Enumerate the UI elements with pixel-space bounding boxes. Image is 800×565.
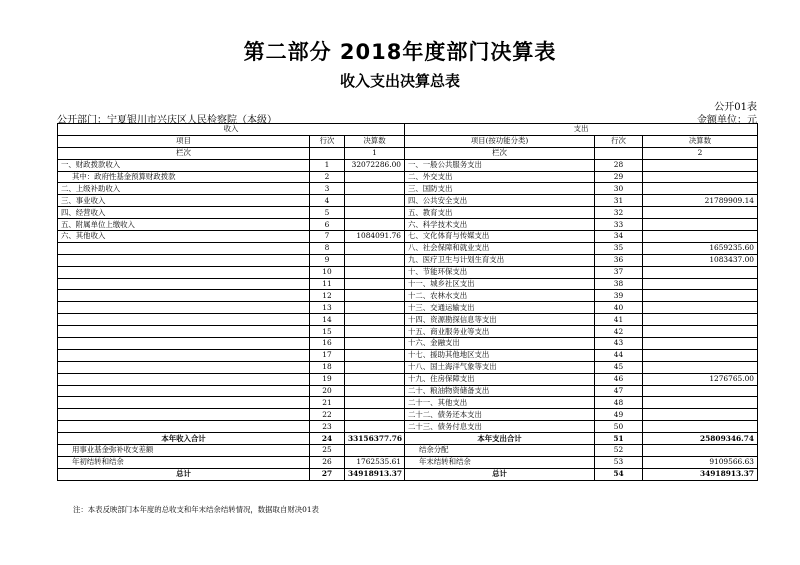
income-line-cell: 8 bbox=[310, 242, 345, 254]
income-item-cell bbox=[58, 242, 310, 254]
income-item-cell bbox=[58, 266, 310, 278]
expense-amount-cell bbox=[643, 421, 758, 433]
expense-line-header: 行次 bbox=[595, 135, 643, 147]
table-row bbox=[58, 171, 758, 183]
income-amount-cell bbox=[345, 183, 405, 195]
income-amount-cell bbox=[345, 195, 405, 207]
expense-line-cell: 49 bbox=[595, 409, 643, 421]
income-amount-cell bbox=[345, 338, 405, 350]
expense-item-cell: 五、教育支出 bbox=[405, 207, 595, 219]
expense-item-cell: 七、文化体育与传媒支出 bbox=[405, 231, 595, 243]
income-item-cell bbox=[58, 349, 310, 361]
income-line-cell: 22 bbox=[310, 409, 345, 421]
income-amount-cell bbox=[345, 421, 405, 433]
income-line-cell: 17 bbox=[310, 349, 345, 361]
income-line-cell: 26 bbox=[310, 456, 345, 468]
income-item-cell bbox=[58, 373, 310, 385]
expense-line-cell: 28 bbox=[595, 159, 643, 171]
income-item-cell bbox=[58, 385, 310, 397]
unit-label: 金额单位：元 bbox=[697, 115, 757, 126]
income-amount-cell bbox=[345, 373, 405, 385]
expense-line-cell: 53 bbox=[595, 456, 643, 468]
income-amount-cell bbox=[345, 278, 405, 290]
expense-item-cell: 结余分配 bbox=[405, 445, 595, 457]
income-amount-header: 决算数 bbox=[345, 135, 405, 147]
income-line-cell: 11 bbox=[310, 278, 345, 290]
income-item-cell: 本年收入合计 bbox=[58, 433, 310, 445]
income-amount-cell bbox=[345, 314, 405, 326]
expense-line-cell: 30 bbox=[595, 183, 643, 195]
expense-amount-cell bbox=[643, 219, 758, 231]
income-line-cell: 4 bbox=[310, 195, 345, 207]
income-amount-cell: 33156377.76 bbox=[345, 433, 405, 445]
table-row bbox=[58, 314, 758, 326]
expense-amount-cell: 21789909.14 bbox=[643, 195, 758, 207]
table-row bbox=[58, 409, 758, 421]
expense-amount-cell: 1083437.00 bbox=[643, 254, 758, 266]
income-amount-cell bbox=[345, 242, 405, 254]
expense-amount-cell bbox=[643, 409, 758, 421]
expense-amount-cell bbox=[643, 266, 758, 278]
income-line-cell: 1 bbox=[310, 159, 345, 171]
table-row bbox=[58, 445, 758, 457]
income-amount-cell bbox=[345, 397, 405, 409]
income-item-cell: 五、附属单位上缴收入 bbox=[58, 219, 310, 231]
income-item-cell: 其中：政府性基金预算财政拨款 bbox=[58, 171, 310, 183]
expense-item-cell: 十、节能环保支出 bbox=[405, 266, 595, 278]
income-amount-cell bbox=[345, 349, 405, 361]
income-amount-cell bbox=[345, 171, 405, 183]
income-item-header: 项目 bbox=[58, 135, 310, 147]
income-line-cell: 25 bbox=[310, 445, 345, 457]
income-item-cell: 四、经营收入 bbox=[58, 207, 310, 219]
table-row bbox=[58, 183, 758, 195]
expense-header: 支出 bbox=[405, 124, 758, 136]
income-line-cell: 21 bbox=[310, 397, 345, 409]
income-amount-cell bbox=[345, 445, 405, 457]
income-line-cell: 6 bbox=[310, 219, 345, 231]
income-column-number: 1 bbox=[345, 147, 405, 159]
expense-line-cell: 39 bbox=[595, 290, 643, 302]
table-row bbox=[58, 349, 758, 361]
expense-amount-cell bbox=[643, 326, 758, 338]
income-line-cell: 15 bbox=[310, 326, 345, 338]
expense-column-label: 栏次 bbox=[405, 147, 595, 159]
income-amount-cell bbox=[345, 302, 405, 314]
income-item-cell: 六、其他收入 bbox=[58, 231, 310, 243]
income-line-cell: 27 bbox=[310, 468, 345, 480]
table-row bbox=[58, 290, 758, 302]
income-line-cell: 7 bbox=[310, 231, 345, 243]
income-item-cell bbox=[58, 254, 310, 266]
expense-item-header: 项目(按功能分类) bbox=[405, 135, 595, 147]
expense-item-cell: 二十、粮油物资储备支出 bbox=[405, 385, 595, 397]
expense-item-cell: 六、科学技术支出 bbox=[405, 219, 595, 231]
income-item-cell bbox=[58, 409, 310, 421]
table-row bbox=[58, 338, 758, 350]
expense-line-cell: 34 bbox=[595, 231, 643, 243]
table-row bbox=[58, 195, 758, 207]
table-code: 公开01表 bbox=[714, 102, 757, 113]
expense-item-cell: 年末结转和结余 bbox=[405, 456, 595, 468]
expense-item-cell: 一、一般公共服务支出 bbox=[405, 159, 595, 171]
expense-line-cell: 43 bbox=[595, 338, 643, 350]
income-amount-cell bbox=[345, 409, 405, 421]
income-line-cell: 20 bbox=[310, 385, 345, 397]
table-row bbox=[58, 421, 758, 433]
income-item-cell bbox=[58, 421, 310, 433]
table-row bbox=[58, 302, 758, 314]
expense-line-cell: 51 bbox=[595, 433, 643, 445]
income-line-cell: 14 bbox=[310, 314, 345, 326]
expense-item-cell: 二、外交支出 bbox=[405, 171, 595, 183]
expense-item-cell: 四、公共安全支出 bbox=[405, 195, 595, 207]
table-row bbox=[58, 254, 758, 266]
income-item-cell bbox=[58, 361, 310, 373]
income-amount-cell: 34918913.37 bbox=[345, 468, 405, 480]
expense-amount-cell bbox=[643, 159, 758, 171]
expense-amount-cell bbox=[643, 349, 758, 361]
income-item-cell: 总计 bbox=[58, 468, 310, 480]
expense-item-cell: 九、医疗卫生与计划生育支出 bbox=[405, 254, 595, 266]
expense-item-cell: 本年支出合计 bbox=[405, 433, 595, 445]
expense-item-cell: 十四、资源勘探信息等支出 bbox=[405, 314, 595, 326]
income-line-cell: 23 bbox=[310, 421, 345, 433]
expense-item-cell: 十五、商业服务业等支出 bbox=[405, 326, 595, 338]
expense-line-cell: 45 bbox=[595, 361, 643, 373]
income-item-cell: 二、上级补助收入 bbox=[58, 183, 310, 195]
expense-item-cell: 二十一、其他支出 bbox=[405, 397, 595, 409]
income-amount-cell: 1084091.76 bbox=[345, 231, 405, 243]
expense-amount-cell bbox=[643, 290, 758, 302]
table-row bbox=[58, 207, 758, 219]
department-label: 公开部门：宁夏银川市兴庆区人民检察院（本级） bbox=[57, 115, 277, 126]
expense-item-cell: 十三、交通运输支出 bbox=[405, 302, 595, 314]
income-line-cell: 2 bbox=[310, 171, 345, 183]
income-item-cell bbox=[58, 326, 310, 338]
expense-line-cell: 33 bbox=[595, 219, 643, 231]
income-amount-cell bbox=[345, 219, 405, 231]
income-line-cell: 16 bbox=[310, 338, 345, 350]
income-line-cell: 12 bbox=[310, 290, 345, 302]
income-line-cell: 18 bbox=[310, 361, 345, 373]
income-item-cell: 年初结转和结余 bbox=[58, 456, 310, 468]
income-amount-cell bbox=[345, 254, 405, 266]
income-item-cell bbox=[58, 314, 310, 326]
expense-line-cell: 41 bbox=[595, 314, 643, 326]
expense-amount-cell: 9109566.63 bbox=[643, 456, 758, 468]
income-item-cell bbox=[58, 278, 310, 290]
expense-line-cell: 47 bbox=[595, 385, 643, 397]
income-line-cell: 5 bbox=[310, 207, 345, 219]
expense-column-number: 2 bbox=[643, 147, 758, 159]
expense-amount-cell bbox=[643, 278, 758, 290]
table-row bbox=[58, 456, 758, 468]
income-amount-cell bbox=[345, 361, 405, 373]
expense-amount-cell bbox=[643, 445, 758, 457]
expense-line-cell: 31 bbox=[595, 195, 643, 207]
expense-item-cell: 二十二、债务还本支出 bbox=[405, 409, 595, 421]
income-line-cell: 13 bbox=[310, 302, 345, 314]
expense-line-cell: 42 bbox=[595, 326, 643, 338]
expense-amount-cell bbox=[643, 183, 758, 195]
expense-amount-cell bbox=[643, 314, 758, 326]
income-item-cell: 三、事业收入 bbox=[58, 195, 310, 207]
expense-item-cell: 十七、援助其他地区支出 bbox=[405, 349, 595, 361]
expense-amount-cell: 25809346.74 bbox=[643, 433, 758, 445]
expense-amount-cell bbox=[643, 231, 758, 243]
expense-line-cell: 50 bbox=[595, 421, 643, 433]
income-line-cell: 24 bbox=[310, 433, 345, 445]
income-amount-cell bbox=[345, 290, 405, 302]
expense-item-cell: 三、国防支出 bbox=[405, 183, 595, 195]
income-line-cell: 9 bbox=[310, 254, 345, 266]
expense-amount-cell bbox=[643, 361, 758, 373]
expense-item-cell: 八、社会保障和就业支出 bbox=[405, 242, 595, 254]
expense-amount-cell bbox=[643, 338, 758, 350]
table-row bbox=[58, 231, 758, 243]
income-header: 收入 bbox=[58, 124, 405, 136]
income-line-cell: 3 bbox=[310, 183, 345, 195]
income-line-cell: 10 bbox=[310, 266, 345, 278]
income-column-label: 栏次 bbox=[58, 147, 310, 159]
table-body bbox=[58, 159, 758, 480]
expense-amount-header: 决算数 bbox=[643, 135, 758, 147]
expense-line-cell: 35 bbox=[595, 242, 643, 254]
expense-line-cell: 52 bbox=[595, 445, 643, 457]
expense-amount-cell bbox=[643, 397, 758, 409]
table-row bbox=[58, 266, 758, 278]
expense-line-cell: 29 bbox=[595, 171, 643, 183]
expense-line-cell: 38 bbox=[595, 278, 643, 290]
expense-line-cell: 36 bbox=[595, 254, 643, 266]
table-row bbox=[58, 468, 758, 480]
expense-line-cell: 48 bbox=[595, 397, 643, 409]
income-line-cell: 19 bbox=[310, 373, 345, 385]
table-row bbox=[58, 278, 758, 290]
expense-amount-cell: 34918913.37 bbox=[643, 468, 758, 480]
expense-line-cell: 40 bbox=[595, 302, 643, 314]
income-column-line bbox=[310, 147, 345, 159]
table-row bbox=[58, 397, 758, 409]
table-row bbox=[58, 361, 758, 373]
income-item-cell bbox=[58, 290, 310, 302]
income-item-cell bbox=[58, 338, 310, 350]
page-title: 第二部分 2018年度部门决算表 bbox=[243, 40, 557, 64]
expense-line-cell: 54 bbox=[595, 468, 643, 480]
expense-column-line bbox=[595, 147, 643, 159]
expense-amount-cell bbox=[643, 385, 758, 397]
expense-line-cell: 32 bbox=[595, 207, 643, 219]
income-item-cell bbox=[58, 397, 310, 409]
expense-item-cell: 十二、农林水支出 bbox=[405, 290, 595, 302]
table-row bbox=[58, 433, 758, 445]
expense-item-cell: 十九、住房保障支出 bbox=[405, 373, 595, 385]
income-amount-cell bbox=[345, 326, 405, 338]
income-amount-cell bbox=[345, 385, 405, 397]
budget-table bbox=[57, 123, 758, 481]
income-item-cell: 一、财政拨款收入 bbox=[58, 159, 310, 171]
expense-line-cell: 37 bbox=[595, 266, 643, 278]
table-row bbox=[58, 385, 758, 397]
expense-amount-cell bbox=[643, 207, 758, 219]
expense-line-cell: 46 bbox=[595, 373, 643, 385]
income-amount-cell: 1762535.61 bbox=[345, 456, 405, 468]
expense-item-cell: 总计 bbox=[405, 468, 595, 480]
income-amount-cell: 32072286.00 bbox=[345, 159, 405, 171]
expense-amount-cell bbox=[643, 171, 758, 183]
expense-item-cell: 二十三、债务付息支出 bbox=[405, 421, 595, 433]
income-item-cell: 用事业基金弥补收支差额 bbox=[58, 445, 310, 457]
expense-amount-cell: 1659235.60 bbox=[643, 242, 758, 254]
income-line-header: 行次 bbox=[310, 135, 345, 147]
expense-amount-cell: 1276765.00 bbox=[643, 373, 758, 385]
table-row bbox=[58, 159, 758, 171]
expense-item-cell: 十一、城乡社区支出 bbox=[405, 278, 595, 290]
table-row bbox=[58, 219, 758, 231]
expense-item-cell: 十六、金融支出 bbox=[405, 338, 595, 350]
table-row bbox=[58, 326, 758, 338]
table-title: 收入支出决算总表 bbox=[339, 72, 460, 90]
income-amount-cell bbox=[345, 207, 405, 219]
table-row bbox=[58, 242, 758, 254]
income-item-cell bbox=[58, 302, 310, 314]
expense-amount-cell bbox=[643, 302, 758, 314]
expense-item-cell: 十八、国土海洋气象等支出 bbox=[405, 361, 595, 373]
expense-line-cell: 44 bbox=[595, 349, 643, 361]
table-note: 注：本表反映部门本年度的总收支和年末结余结转情况，数据取自财决01表 bbox=[73, 505, 319, 514]
income-amount-cell bbox=[345, 266, 405, 278]
table-row bbox=[58, 373, 758, 385]
